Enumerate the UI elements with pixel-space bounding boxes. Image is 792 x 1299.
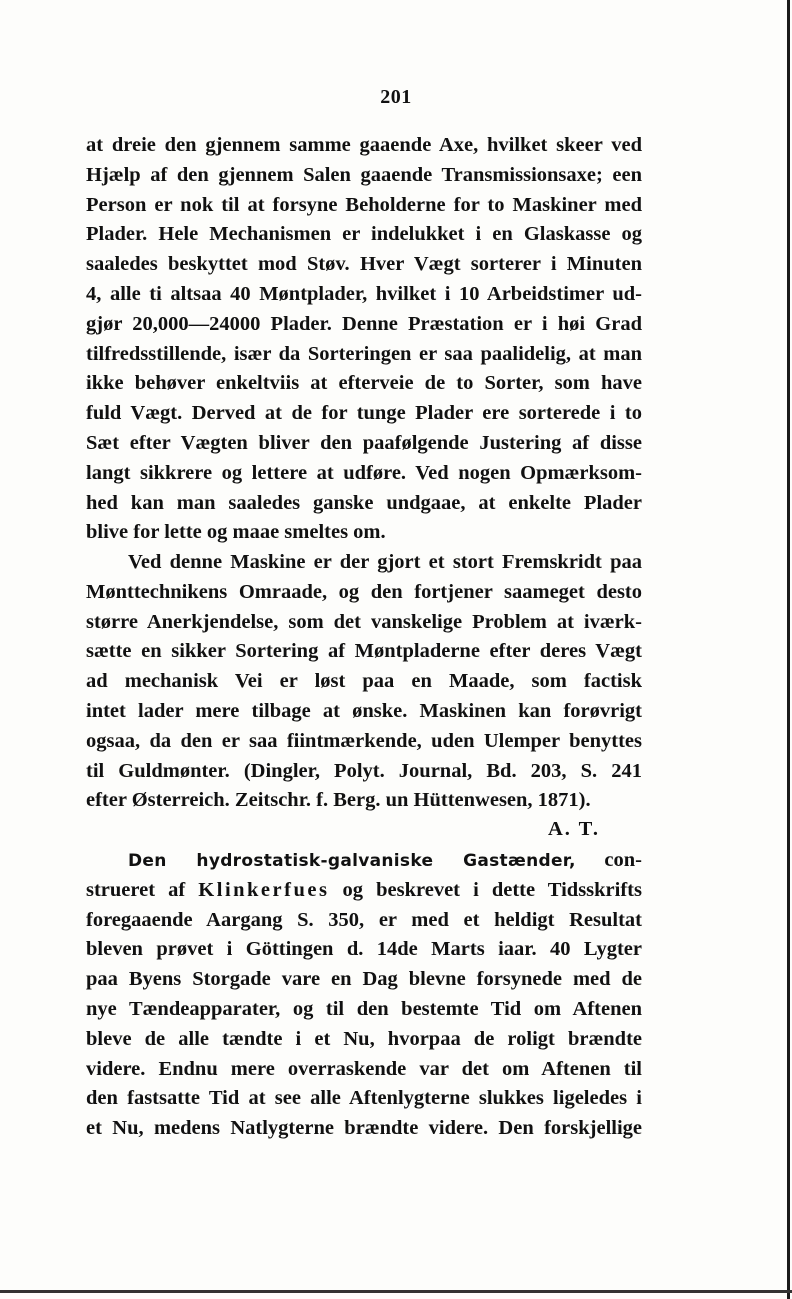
- text-line: ad mechanisk Vei er løst paa en Maade, som factisk: [86, 670, 642, 693]
- text-line: nye Tændeapparater, og til den bestemte Tid om Aftenen: [86, 997, 642, 1020]
- text-line: den fastsatte Tid at see alle Aftenlygterne slukkes ligeledes i: [86, 1087, 642, 1110]
- text-line: efter Østerreich. Zeitschr. f. Berg. un Hüttenwesen, 1871).: [86, 789, 591, 812]
- author-name-spaced: Klinkerfues: [198, 878, 330, 901]
- text-line: fuld Vægt. Derved at de for tunge Plader ere sorterede i to: [86, 402, 642, 425]
- text-line: foregaaende Aargang S. 350, er med et heldigt Resultat: [86, 908, 642, 931]
- text-line: bleven prøvet i Göttingen d. 14de Marts iaar. 40 Lygter: [86, 938, 642, 961]
- text-line: tilfredsstillende, især da Sorteringen er saa paalidelig, at man: [86, 342, 642, 365]
- text-line: blive for lette og maae smeltes om.: [86, 521, 386, 544]
- text-line: intet lader mere tilbage at ønske. Maskinen kan forøvrigt: [86, 699, 642, 722]
- text-line: at dreie den gjennem samme gaaende Axe, hvilket skeer ved: [86, 134, 642, 156]
- text-fragment: og beskrevet i dette Tidsskrifts: [329, 878, 642, 901]
- section-heading: Den hydrostatisk-galvaniske Gastænder,: [128, 851, 576, 871]
- text-line: Plader. Hele Mechanismen er indelukket i en Glaskasse og: [86, 223, 642, 246]
- page-number: 201: [380, 86, 412, 108]
- text-line: saaledes beskyttet mod Støv. Hver Vægt sorterer i Minuten: [86, 253, 642, 276]
- text-line: Sæt efter Vægten bliver den paafølgende Justering af disse: [86, 431, 642, 454]
- text-line: Hjælp af den gjennem Salen gaaende Transmissionsaxe; een: [86, 163, 642, 186]
- text-line: ogsaa, da den er saa fiintmærkende, uden Ulemper benyttes: [86, 729, 642, 752]
- text-line: et Nu, medens Natlygterne brændte videre. Den forskjellige: [86, 1117, 642, 1140]
- paragraph-mint-technique: [86, 548, 642, 816]
- text-line: gjør 20,000—24000 Plader. Denne Præstation er i høi Grad: [86, 312, 642, 335]
- text-line: Ved denne Maskine er der gjort et stort Fremskridt paa: [128, 551, 642, 573]
- page-right-edge-shadow: [787, 0, 790, 1299]
- text-fragment: strueret af: [86, 878, 199, 901]
- text-line: Mønttechnikens Omraade, og den fortjener saameget desto: [86, 580, 642, 603]
- text-line: 4, alle ti altsaa 40 Møntplader, hvilket i 10 Arbeidstimer ud-: [86, 282, 642, 305]
- text-line: sætte en sikker Sortering af Møntpladerne efter deres Vægt: [86, 640, 642, 663]
- heading-continuation: con-: [575, 849, 642, 871]
- text-line: større Anerkjendelse, som det vanskelige Problem at iværk-: [86, 610, 642, 633]
- text-line: bleve de alle tændte i et Nu, hvorpaa de roligt brændte: [86, 1027, 642, 1050]
- paragraph-sorting-machine: [86, 131, 642, 548]
- text-line: Person er nok til at forsyne Beholderne for to Maskiner med: [86, 193, 642, 216]
- text-line: [86, 876, 642, 906]
- text-line: langt sikkrere og lettere at udføre. Ved nogen Opmærksom-: [86, 461, 642, 484]
- text-line: videre. Endnu mere overraskende var det om Aftenen til: [86, 1057, 642, 1080]
- text-line: paa Byens Storgade vare en Dag blevne forsynede med de: [86, 968, 642, 991]
- text-line: til Guldmønter. (Dingler, Polyt. Journal, Bd. 203, S. 241: [86, 759, 642, 782]
- text-line: ikke behøver enkeltviis at efterveie de to Sorter, som have: [86, 372, 642, 395]
- text-line-heading: [86, 846, 642, 876]
- author-signature: A. T.: [548, 818, 600, 840]
- page-bottom-edge-shadow: [0, 1290, 792, 1293]
- text-line: hed kan man saaledes ganske undgaae, at enkelte Plader: [86, 491, 642, 514]
- paragraph-gas-igniter: [86, 846, 642, 1144]
